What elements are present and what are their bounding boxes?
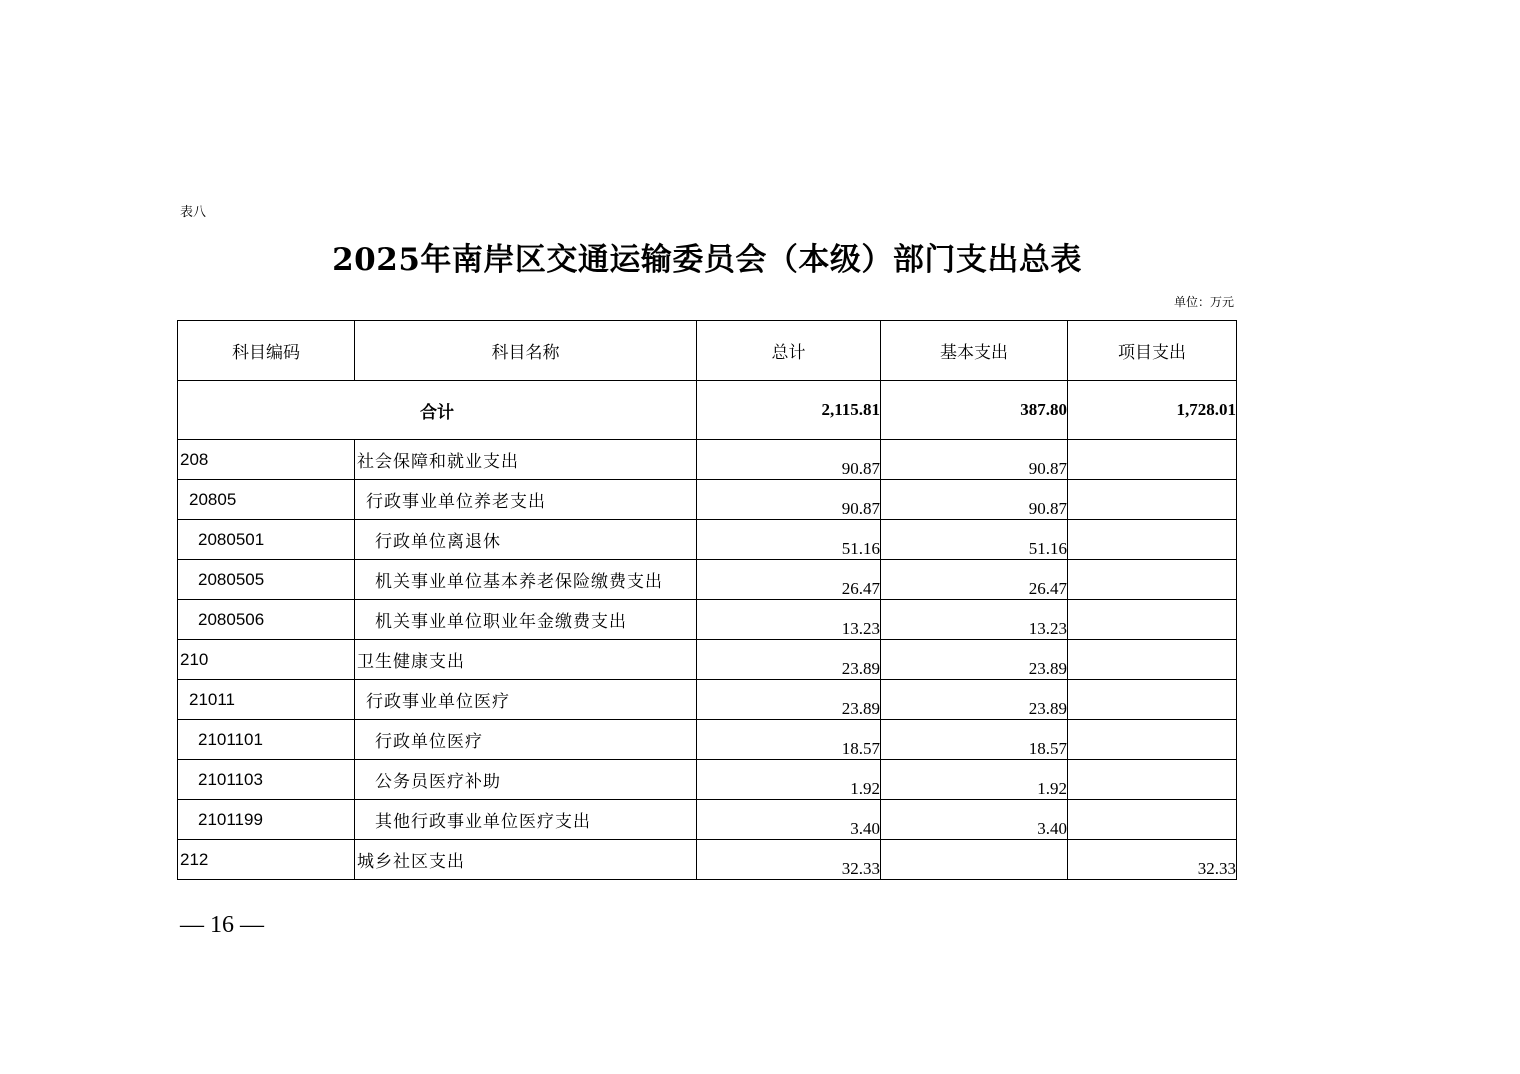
- header-code: 科目编码: [178, 321, 355, 381]
- row-basic: 1.92: [881, 760, 1068, 800]
- row-total: 32.33: [697, 840, 881, 880]
- row-basic: 26.47: [881, 560, 1068, 600]
- row-name: 行政事业单位医疗: [355, 680, 697, 720]
- header-basic: 基本支出: [881, 321, 1068, 381]
- row-code: 2080501: [178, 520, 355, 560]
- row-code: 2101199: [178, 800, 355, 840]
- row-code: 208: [178, 440, 355, 480]
- row-name: 机关事业单位职业年金缴费支出: [355, 600, 697, 640]
- row-name: 城乡社区支出: [355, 840, 697, 880]
- row-project: [1068, 640, 1237, 680]
- header-name: 科目名称: [355, 321, 697, 381]
- table-row: [178, 800, 1237, 840]
- row-name: 其他行政事业单位医疗支出: [355, 800, 697, 840]
- header-total: 总计: [697, 321, 881, 381]
- row-total: 1.92: [697, 760, 881, 800]
- row-code: 2101101: [178, 720, 355, 760]
- row-project: [1068, 720, 1237, 760]
- row-project: [1068, 480, 1237, 520]
- row-code: 2080506: [178, 600, 355, 640]
- table-header-row: [178, 321, 1237, 381]
- row-total: 23.89: [697, 640, 881, 680]
- page-number: — 16 —: [180, 912, 264, 938]
- row-code: 210: [178, 640, 355, 680]
- expenditure-table: [177, 320, 1237, 880]
- table-row: [178, 480, 1237, 520]
- row-project: [1068, 800, 1237, 840]
- row-basic: 90.87: [881, 440, 1068, 480]
- table-row: [178, 640, 1237, 680]
- row-project: [1068, 600, 1237, 640]
- row-code: 2101103: [178, 760, 355, 800]
- row-basic: 3.40: [881, 800, 1068, 840]
- total-sum: 2,115.81: [697, 381, 881, 440]
- row-project: [1068, 440, 1237, 480]
- row-name: 机关事业单位基本养老保险缴费支出: [355, 560, 697, 600]
- row-name: 卫生健康支出: [355, 640, 697, 680]
- unit-note: 单位：万元: [1173, 295, 1234, 309]
- row-total: 3.40: [697, 800, 881, 840]
- row-code: 212: [178, 840, 355, 880]
- row-name: 行政事业单位养老支出: [355, 480, 697, 520]
- row-project: [1068, 680, 1237, 720]
- row-total: 51.16: [697, 520, 881, 560]
- row-name: 行政单位医疗: [355, 720, 697, 760]
- row-code: 2080505: [178, 560, 355, 600]
- row-total: 90.87: [697, 480, 881, 520]
- row-total: 18.57: [697, 720, 881, 760]
- row-project: [1068, 560, 1237, 600]
- row-name: 公务员医疗补助: [355, 760, 697, 800]
- row-total: 23.89: [697, 680, 881, 720]
- total-row: [178, 381, 1237, 440]
- table-row: [178, 440, 1237, 480]
- row-total: 13.23: [697, 600, 881, 640]
- row-project: [1068, 760, 1237, 800]
- row-basic: 23.89: [881, 680, 1068, 720]
- row-project: 32.33: [1068, 840, 1237, 880]
- page-title: 2025年南岸区交通运输委员会（本级）部门支出总表: [332, 242, 1082, 278]
- table-label: 表八: [180, 205, 207, 220]
- table-row: [178, 720, 1237, 760]
- total-label: 合计: [178, 381, 697, 440]
- row-basic: 51.16: [881, 520, 1068, 560]
- table-row: [178, 600, 1237, 640]
- row-name: 社会保障和就业支出: [355, 440, 697, 480]
- total-basic: 387.80: [881, 381, 1068, 440]
- table-row: [178, 520, 1237, 560]
- row-basic: 18.57: [881, 720, 1068, 760]
- table-row: [178, 560, 1237, 600]
- total-project: 1,728.01: [1068, 381, 1237, 440]
- table-row: [178, 840, 1237, 880]
- header-project: 项目支出: [1068, 321, 1237, 381]
- row-code: 21011: [178, 680, 355, 720]
- row-basic: [881, 840, 1068, 880]
- row-total: 26.47: [697, 560, 881, 600]
- row-basic: 90.87: [881, 480, 1068, 520]
- row-name: 行政单位离退休: [355, 520, 697, 560]
- row-basic: 23.89: [881, 640, 1068, 680]
- table-row: [178, 680, 1237, 720]
- row-basic: 13.23: [881, 600, 1068, 640]
- row-total: 90.87: [697, 440, 881, 480]
- table-row: [178, 760, 1237, 800]
- row-code: 20805: [178, 480, 355, 520]
- row-project: [1068, 520, 1237, 560]
